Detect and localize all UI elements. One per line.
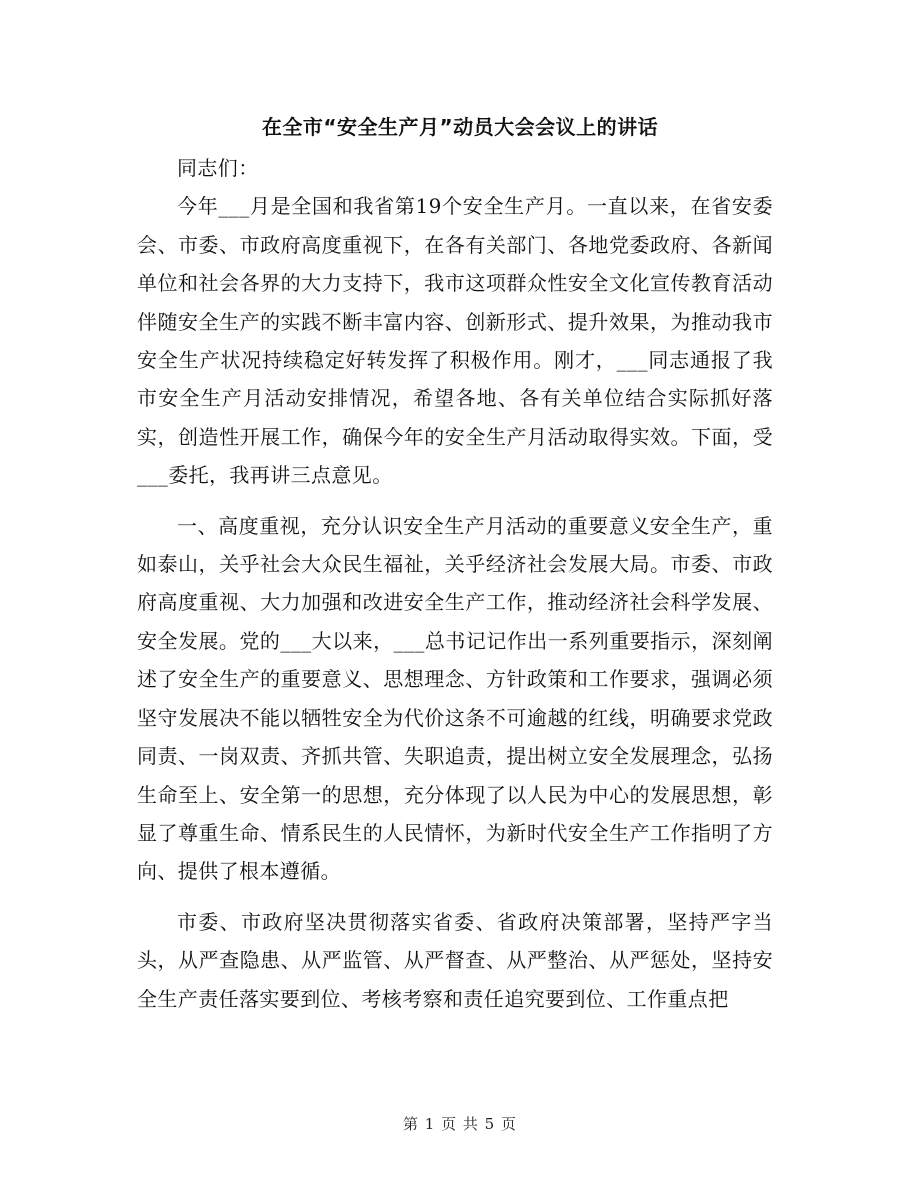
page-number-footer: 第 1 页 共 5 页: [403, 1115, 517, 1133]
document-body: [137, 149, 773, 1018]
paragraph-1: 今年___月是全国和我省第19个安全生产月。一直以来，在省安委会、市委、市政府高度重视下，在各有关部门、各地党委政府、各新闻单位和社会各界的大力支持下，我市这项群众性安全文化宣传教育活动伴随安全生产的实践不断丰富内容、创新形式、提升效果，为推动我市安全生产状况持续稳定好转发挥了积极作用。刚才，___同志通报了我市安全生产月活动安排情况，希望各地、各有关单位结合实际抓好落实，创造性开展工作，确保今年的安全生产月活动取得实效。下面，受___委托，我再讲三点意见。: [137, 194, 773, 488]
salutation: 同志们：: [177, 156, 259, 180]
document-title: 在全市“安全生产月”动员大会会议上的讲话: [261, 115, 659, 139]
paragraph-2: 一、高度重视，充分认识安全生产月活动的重要意义安全生产，重如泰山，关乎社会大众民生福祉，关乎经济社会发展大局。市委、市政府高度重视、大力加强和改进安全生产工作，推动经济社会科学发展、安全发展。党的___大以来，___总书记记作出一系列重要指示，深刻阐述了安全生产的重要意义、思想理念、方针政策和工作要求，强调必须坚守发展决不能以牺牲安全为代价这条不可逾越的红线，明确要求党政同责、一岗双责、齐抓共管、失职追责，提出树立安全发展理念，弘扬生命至上、安全第一的思想，充分体现了以人民为中心的发展思想，彰显了尊重生命、情系民生的人民情怀，为新时代安全生产工作指明了方向、提供了根本遵循。: [137, 513, 773, 884]
paragraph-3: 市委、市政府坚决贯彻落实省委、省政府决策部署，坚持严字当头，从严查隐患、从严监管、从严督查、从严整治、从严惩处，坚持安全生产责任落实要到位、考核考察和责任追究要到位、工作重点把: [137, 909, 773, 1011]
